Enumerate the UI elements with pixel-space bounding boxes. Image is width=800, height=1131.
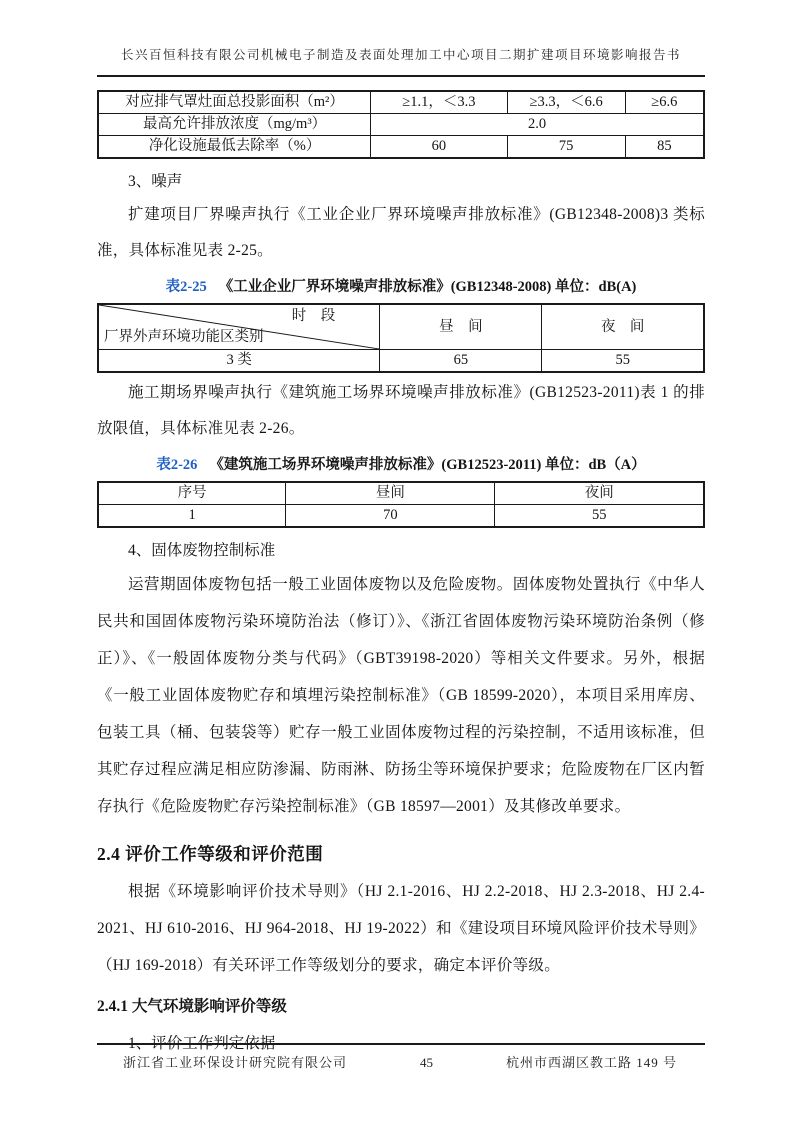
table-cell: ≥3.3，＜6.6 [507, 91, 625, 114]
table-cell: 60 [371, 136, 507, 159]
table-cell: ≥6.6 [625, 91, 704, 114]
noise-section-heading: 3、噪声 [128, 173, 183, 190]
section-2-4-1-heading: 2.4.1 大气环境影响评价等级 [97, 998, 287, 1015]
table-header-cell: 夜间 [495, 482, 704, 505]
section-2-4-heading: 2.4 评价工作等级和评价范围 [97, 844, 324, 864]
table-cell: 3 类 [98, 350, 380, 373]
table-header-cell: 昼 间 [380, 304, 542, 350]
solid-waste-paragraph: 运营期固体废物包括一般工业固体废物以及危险废物。固体废物处置执行《中华人民共和国固体废物污染环境防治法（修订）》、《浙江省固体废物污染环境防治条例（修正）》、《一般固体废物分类与代码》（GBT39198-2020）等相关文件要求。另外，根据《一般工业固体废物贮存和填埋污染控制标准》（GB 18599-2020），本项目采用库房、包装工具（桶、包装袋等）贮存一般工业固体废物过程的污染控制，不适用该标准，但其贮存过程应满足相应防渗漏、防雨淋、防扬尘等环境保护要求；危险废物在厂区内暂存执行《危险废物贮存污染控制标准》（GB 18597—2001）及其修改单要求。 [97, 576, 705, 815]
table-cell: ≥1.1，＜3.3 [371, 91, 507, 114]
table-row [98, 505, 704, 528]
solid-waste-section-heading: 4、固体废物控制标准 [128, 542, 276, 559]
table-cell: 1 [98, 505, 286, 528]
table26-caption-title: 《建筑施工场界环境噪声排放标准》(GB12523-2011) 单位：dB（A） [209, 457, 646, 473]
table-cell: 85 [625, 136, 704, 159]
footer-company-name: 浙江省工业环保设计研究院有限公司 [123, 1055, 348, 1070]
diagonal-header-top-label: 时 段 [291, 308, 336, 324]
page-content [97, 90, 705, 1057]
diagonal-header-cell [98, 304, 380, 350]
table-header-cell: 昼间 [286, 482, 495, 505]
table26-caption-tag: 表2-26 [156, 457, 198, 473]
construction-noise-standard-table [97, 481, 705, 528]
table-row [98, 350, 704, 373]
table25-caption-title: 《工业企业厂界环境噪声排放标准》(GB12348-2008) 单位：dB(A) [218, 279, 637, 295]
table-cell: 最高允许排放浓度（mg/m³） [98, 114, 371, 136]
table26-caption [97, 454, 705, 476]
table-cell: 2.0 [371, 114, 704, 136]
section-2-4-paragraph: 根据《环境影响评价技术导则》（HJ 2.1-2016、HJ 2.2-2018、HJ 2.3-2018、HJ 2.4-2021、HJ 610-2016、HJ 964-2018、HJ 19-2022）和《建设项目环境风险评价技术导则》（HJ 169-2018）有关环评工作等级划分的要求，确定本评价等级。 [97, 883, 705, 974]
table-header-cell: 夜 间 [542, 304, 704, 350]
table-cell: 净化设施最低去除率（%） [98, 136, 371, 159]
page-footer [97, 1043, 705, 1071]
diagonal-header-bottom-label: 厂界外声环境功能区类别 [104, 329, 264, 345]
table-header-cell: 序号 [98, 482, 286, 505]
table-cell: 75 [507, 136, 625, 159]
table-header-row [98, 482, 704, 505]
footer-address: 杭州市西湖区教工路 149 号 [505, 1055, 677, 1070]
table-header-row [98, 304, 704, 350]
footer-page-number: 45 [420, 1055, 433, 1070]
table-cell: 55 [542, 350, 704, 373]
table25-caption-tag: 表2-25 [165, 279, 207, 295]
page-header [97, 0, 705, 77]
industrial-noise-standard-table [97, 303, 705, 373]
table-row [98, 136, 704, 159]
noise-paragraph: 扩建项目厂界噪声执行《工业企业厂界环境噪声排放标准》(GB12348-2008)3 类标准，具体标准见表 2-25。 [97, 206, 705, 259]
judging-basis-item: 1、评价工作判定依据 [128, 1035, 276, 1052]
fume-hood-emission-table [97, 90, 705, 159]
table-cell: 55 [495, 505, 704, 528]
construction-noise-paragraph: 施工期场界噪声执行《建筑施工场界环境噪声排放标准》(GB12523-2011)表 1 的排放限值，具体标准见表 2-26。 [97, 384, 705, 437]
table-row [98, 114, 704, 136]
table25-caption [97, 276, 705, 298]
table-cell: 65 [380, 350, 542, 373]
document-header-title: 长兴百恒科技有限公司机械电子制造及表面处理加工中心项目二期扩建项目环境影响报告书 [120, 48, 681, 62]
table-cell: 对应排气罩灶面总投影面积（m²） [98, 91, 371, 114]
table-cell: 70 [286, 505, 495, 528]
table-row [98, 91, 704, 114]
